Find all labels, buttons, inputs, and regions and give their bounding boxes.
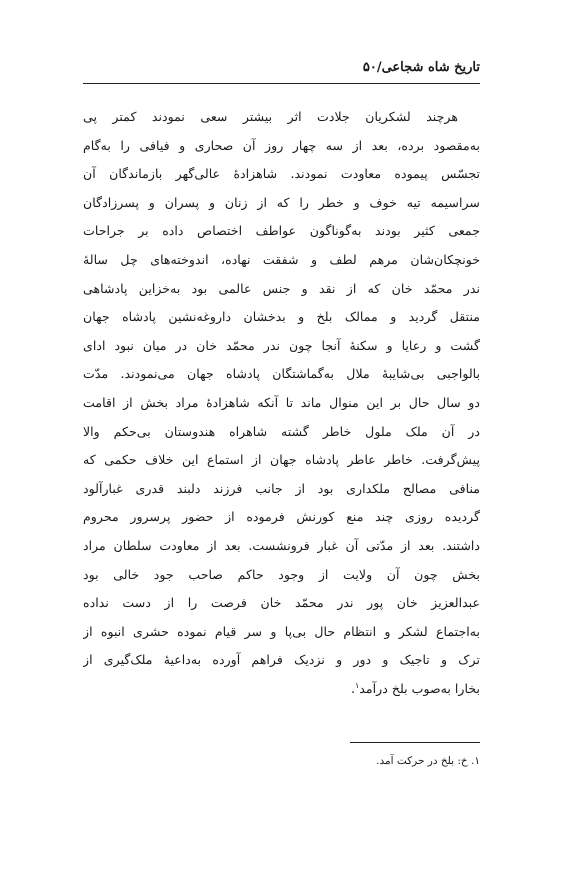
text-line: هرچند لشکریان جلادت اثر بیشتر سعی نمودند کمتر پی — [83, 109, 458, 124]
text-line: پیش‌گرفت. خاطر عاطر پادشاه جهان از استماع این خلاف حکمی که — [83, 452, 480, 468]
text-line: ندر محمّد خان که از نقد و جنس عالمی بود به‌خزاین پادشاهی — [83, 280, 480, 296]
text-line: عبدالعزیز خان پور ندر محمّد خان فرصت را از دست نداده — [83, 595, 480, 611]
text-line: منتقل گردید و ممالک بلخ و بدخشان داروغه‌نشین پادشاه جهان — [83, 309, 480, 325]
text-line: سراسیمه تیه خوف و خطر را که از زنان و پسران و پسرزادگان — [83, 194, 480, 210]
text-line: داشتند. بعد از مدّتی آن غبار فرونشست. بعد از معاودت سلطان مراد — [83, 537, 480, 553]
text-line: به‌مقصود برده، بعد از سه چهار روز آن صحاری و فیافی را به‌گام — [83, 137, 480, 153]
running-header: تاریخ شاه شجاعی/۵۰ — [362, 60, 480, 75]
text-line: ترک و تاجیک و دور و نزدیک فراهم آورده به‌داعیهٔ ملک‌گیری از — [83, 652, 480, 668]
text-line: گشت و رعایا و سکنهٔ آنجا چون ندر محمّد خان در میان نبود ادای — [83, 337, 480, 353]
footnote: ۱. خ: بلخ در حرکت آمد. — [376, 755, 480, 767]
text-line-last: بخارا به‌صوب بلخ درآمد$^۱$. — [350, 680, 480, 696]
main-text-body — [83, 103, 480, 703]
text-line: منافی مصالح ملکداری بود از جانب فرزند دلبند قدری غبارآلود — [83, 480, 480, 496]
text-line: تجسّس پیموده معاودت نمودند. شاهزادهٔ عالی‌گهر بازماندگان آن — [83, 166, 480, 182]
text-line-last-content: بخارا به‌صوب بلخ درآمد — [359, 680, 480, 696]
footnote-separator — [350, 742, 480, 743]
text-line: جمعی کثیر بودند به‌گوناگون عواطف اختصاص داده بر جراحات — [83, 223, 480, 239]
header-rule — [83, 83, 480, 84]
text-line: بالواجبی بی‌شایبهٔ ملال به‌گماشتگان پادشاه جهان می‌نمودند. مدّت — [83, 366, 480, 382]
text-line: در آن ملک ملول خاطر گشته شاهراه هندوستان بی‌حکم والا — [83, 423, 480, 439]
text-line: بخش چون آن ولایت از وجود حاکم صاحب جود خالی بود — [83, 566, 480, 582]
text-line: گردیده روزی چند منع کورنش فرموده از حضور پرسرور محروم — [83, 509, 480, 525]
text-line: خونچکان‌شان مرهم لطف و شفقت نهاده، اندوخته‌های چل سالهٔ — [83, 251, 480, 267]
footnote-reference[interactable]: ۱ — [354, 680, 360, 690]
text-line: به‌اجتماع لشکر و انتظام حال بی‌پا و سر قیام نموده حشری انبوه از — [83, 623, 480, 639]
text-line: دو سال حال بر این منوال ماند تا آنکه شاهزادهٔ مراد بخش از اقامت — [83, 394, 480, 410]
